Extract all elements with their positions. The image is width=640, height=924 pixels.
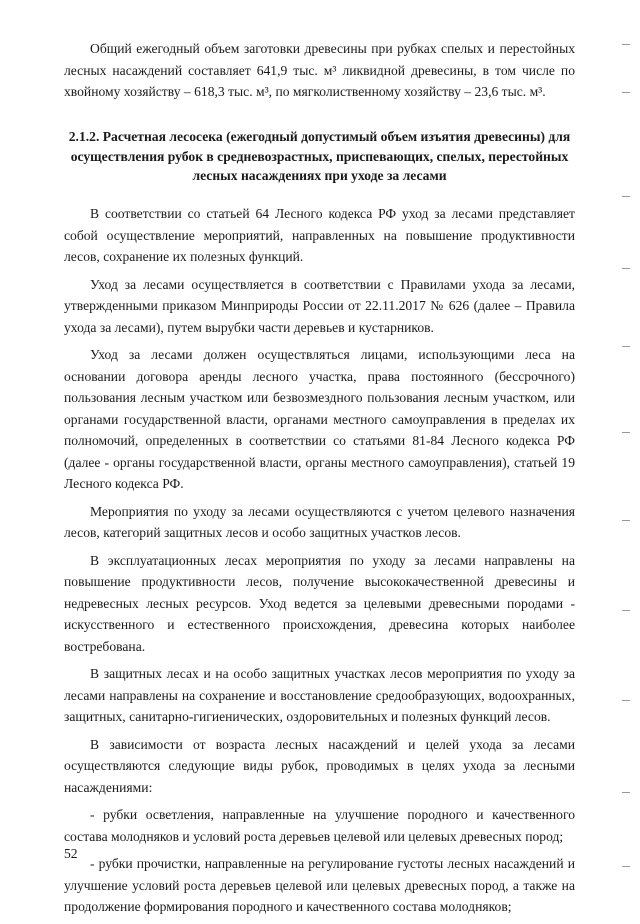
list-item: - рубки прочистки, направленные на регулирование густоты лесных насаждений и улучшение условий роста деревьев целевой или целевых древесных пород, а также на продолжение формирования породного и качественного состава молодняков;	[64, 856, 575, 914]
scan-mark	[622, 268, 630, 269]
paragraph: Уход за лесами осуществляется в соответствии с Правилами ухода за лесами, утвержденными приказом Минприроды России от 22.11.2017 № 626 (далее – Правила ухода за лесами), путем вырубки части деревьев и кустарников.	[64, 276, 575, 335]
paragraph: В зависимости от возраста лесных насаждений и целей ухода за лесами осуществляются следующие виды рубок, проводимых в целях ухода за лесными насаждениями:	[64, 736, 575, 795]
scan-mark	[622, 866, 630, 867]
scan-mark	[622, 44, 630, 45]
intro-paragraph	[64, 38, 575, 103]
paragraph: Мероприятия по уходу за лесами осуществляются с учетом целевого назначения лесов, категорий защитных лесов и особо защитных участков лесов.	[64, 503, 575, 540]
scan-mark	[622, 700, 630, 701]
scan-mark	[622, 346, 630, 347]
scan-margin-marks	[610, 0, 640, 905]
paragraph: В эксплуатационных лесах мероприятия по уходу за лесами направлены на повышение продуктивности лесов, получение высококачественной древесины и недревесных лесных ресурсов. Уход ведется за целевыми древесными породами - искусственного и естественного происхождения, древесина которых наиболее востребована.	[64, 552, 575, 654]
intro-text: Общий ежегодный объем заготовки древесины при рубках спелых и перестойных лесных насаждений составляет 641,9 тыс. м³ ликвидной древесины, в том числе по хвойному хозяйству – 618,3 тыс. м³, по мягколиственному хозяйству – 23,6 тыс. м³.	[64, 41, 575, 99]
page-number: 52	[64, 846, 78, 861]
scan-mark	[622, 196, 630, 197]
section-heading: 2.1.2. Расчетная лесосека (ежегодный допустимый объем изъятия древесины) для осуществления рубок в средневозрастных, приспевающих, спелых, перестойных лесных насаждениях при уходе за лесами	[68, 129, 571, 183]
section-body	[64, 203, 575, 924]
paragraph: В соответствии со статьей 64 Лесного кодекса РФ уход за лесами представляет собой осуществление мероприятий, направленных на повышение продуктивности лесов, сохранение их полезных функций.	[64, 206, 575, 264]
scan-mark	[622, 92, 630, 93]
paragraph: Уход за лесами должен осуществляться лицами, использующими леса на основании договора аренды лесного участка, права постоянного (бессрочного) пользования лесным участком или безвозмездного пользования лесным участком, или органами государственной власти, органами местного самоуправления в пределах их полномочий, определенных в соответствии со статьями 81-84 Лесного кодекса РФ (далее - органы государственной власти, органы местного самоуправления), статьей 19 Лесного кодекса РФ.	[64, 347, 575, 491]
list-item: - рубки осветления, направленные на улучшение породного и качественного состава молодняков и условий роста деревьев целевой или целевых древесных пород;	[64, 807, 575, 844]
scan-mark	[622, 520, 630, 521]
paragraph: В защитных лесах и на особо защитных участках лесов мероприятия по уходу за лесами направлены на сохранение и восстановление средообразующих, водоохранных, защитных, санитарно-гигиенических, оздоровительных и полезных функций лесов.	[64, 666, 575, 724]
scan-mark	[622, 432, 630, 433]
scan-mark	[622, 610, 630, 611]
scan-mark	[622, 792, 630, 793]
